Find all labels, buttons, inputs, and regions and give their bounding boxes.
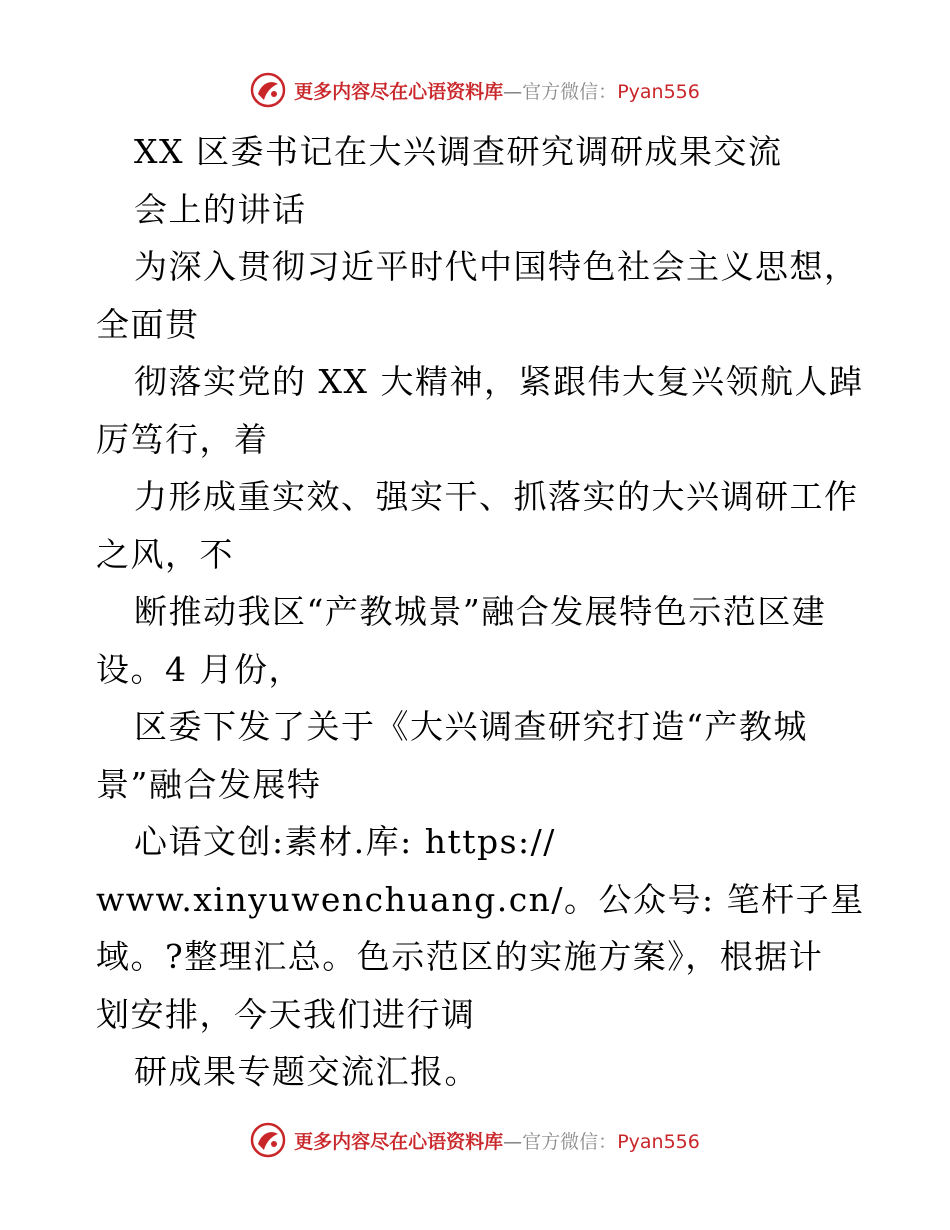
paragraph-line: www.xinyuwenchuang.cn/。公众号: 笔杆子星 <box>96 879 865 919</box>
paragraph-line: 设。4 月份， <box>96 649 303 689</box>
watermark-wechat-id: Pyan556 <box>617 80 700 103</box>
watermark-official-label: 官方微信： <box>522 80 618 103</box>
paragraph-line: 划安排，今天我们进行调 <box>96 994 476 1034</box>
paragraph-line: 域。?整理汇总。色示范区的实施方案》，根据计 <box>96 937 824 976</box>
paragraph-line: 为深入贯彻习近平时代中国特色社会主义思想， <box>134 247 859 286</box>
document-title-line-2: 会上的讲话 <box>134 189 307 229</box>
paragraph-line: 区委下发了关于《大兴调查研究打造“产教城 <box>134 707 808 746</box>
paragraph-line: 之风，不 <box>96 534 234 574</box>
watermark-wechat-id: Pyan556 <box>617 1130 700 1153</box>
watermark-text <box>294 1127 700 1154</box>
paragraph-line: 厉笃行，着 <box>96 419 269 459</box>
document-body <box>96 123 865 1101</box>
watermark-text <box>294 77 700 104</box>
header-watermark <box>0 70 950 110</box>
watermark-dash: — <box>503 1130 523 1153</box>
footer-watermark <box>0 1120 950 1160</box>
paragraph-line: 研成果专题交流汇报。 <box>134 1052 479 1091</box>
xinyu-logo-icon <box>250 1122 286 1158</box>
watermark-dash: — <box>503 80 523 103</box>
paragraph-line: 力形成重实效、强实干、抓落实的大兴调研工作 <box>134 477 859 516</box>
paragraph-line: 断推动我区“产教城景”融合发展特色示范区建 <box>134 592 827 631</box>
watermark-main-text: 更多内容尽在心语资料库 <box>294 80 504 103</box>
paragraph-line: 景”融合发展特 <box>96 764 322 804</box>
xinyu-logo-icon <box>250 72 286 108</box>
watermark-main-text: 更多内容尽在心语资料库 <box>294 1130 504 1153</box>
paragraph-line: 心语文创:素材.库: https:// <box>134 822 556 861</box>
paragraph-line: 彻落实党的 XX 大精神，紧跟伟大复兴领航人踔 <box>134 362 864 401</box>
watermark-official-label: 官方微信： <box>522 1130 618 1153</box>
document-title-line-1: XX 区委书记在大兴调查研究调研成果交流 <box>134 132 783 171</box>
paragraph-line: 全面贯 <box>96 304 200 344</box>
